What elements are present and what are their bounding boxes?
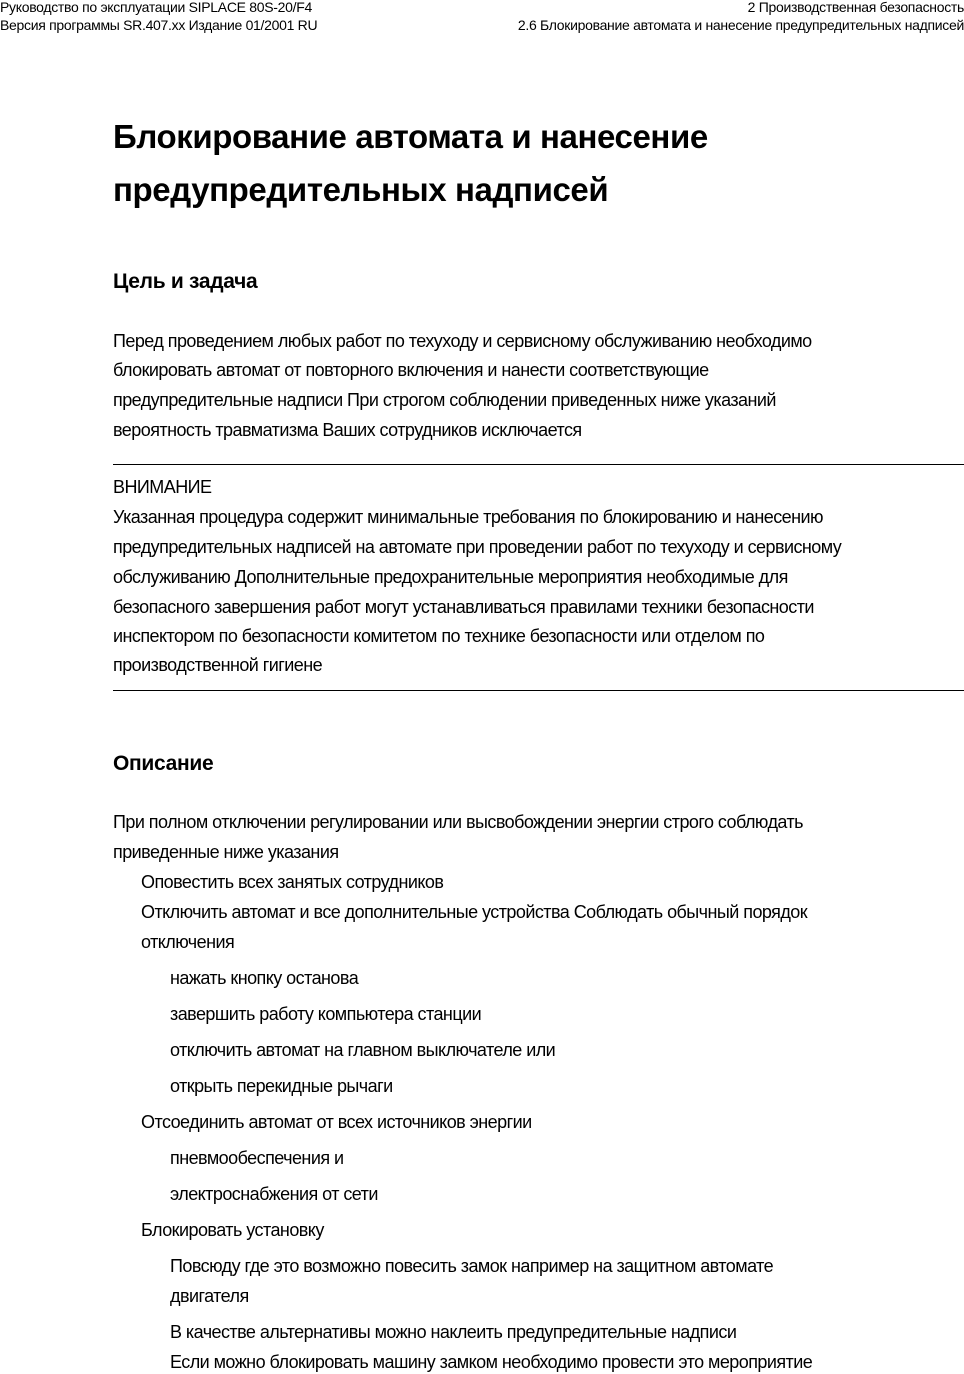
sub-step-item: Если можно блокировать машину замком необходимо провести это мероприятие	[170, 1352, 813, 1372]
description-intro-line: приведенные ниже указания	[113, 842, 339, 862]
paragraph-line: блокировать автомат от повторного включения и нанести соответствующие	[113, 360, 709, 380]
paragraph-line: предупредительные надписи При строгом соблюдении приведенных ниже указаний	[113, 390, 776, 410]
warning-line: инспектором по безопасности комитетом по технике безопасности или отделом по	[113, 626, 765, 646]
warning-line: безопасного завершения работ могут устанавливаться правилами техники безопасности	[113, 597, 814, 617]
paragraph-line: Перед проведением любых работ по техуходу и сервисному обслуживанию необходимо	[113, 331, 812, 351]
sub-step-item: отключить автомат на главном выключателе или	[170, 1040, 556, 1060]
header-version: Версия программы SR.407.xx Издание 01/2001 RU	[0, 17, 318, 33]
description-heading: Описание	[113, 752, 214, 775]
sub-step-item: Повсюду где это возможно повесить замок например на защитном автомате	[170, 1256, 774, 1276]
warning-top-rule	[113, 464, 964, 465]
paragraph-line: вероятность травматизма Ваших сотрудников исключается	[113, 420, 582, 440]
warning-line: производственной гигиене	[113, 655, 323, 675]
purpose-heading: Цель и задача	[113, 270, 258, 293]
warning-line: Указанная процедура содержит минимальные требования по блокированию и нанесению	[113, 507, 823, 527]
warning-line: обслуживанию Дополнительные предохранительные мероприятия необходимые для	[113, 567, 788, 587]
description-intro-line: При полном отключении регулировании или высвобождении энергии строго соблюдать	[113, 812, 804, 832]
warning-bottom-rule	[113, 690, 964, 691]
sub-step-item: открыть перекидные рычаги	[170, 1076, 393, 1096]
sub-step-item: электроснабжения от сети	[170, 1184, 378, 1204]
warning-label: ВНИМАНИЕ	[113, 477, 212, 497]
header-chapter: 2 Производственная безопасность	[747, 0, 964, 15]
step-item: Блокировать установку	[141, 1220, 324, 1240]
page-title-line-1: Блокирование автомата и нанесение	[113, 118, 708, 155]
step-item: Оповестить всех занятых сотрудников	[141, 872, 444, 892]
header-manual-title: Руководство по эксплуатации SIPLACE 80S-20/F4	[0, 0, 312, 15]
sub-step-item: нажать кнопку останова	[170, 968, 359, 988]
sub-step-item: завершить работу компьютера станции	[170, 1004, 482, 1024]
page-title-line-2: предупредительных надписей	[113, 171, 609, 208]
header-section: 2.6 Блокирование автомата и нанесение предупредительных надписей	[517, 17, 964, 33]
sub-step-item: В качестве альтернативы можно наклеить предупредительные надписи	[170, 1322, 737, 1342]
sub-step-item: пневмообеспечения и	[170, 1148, 344, 1168]
step-item: Отключить автомат и все дополнительные устройства Соблюдать обычный порядок	[141, 902, 808, 922]
step-item: Отсоединить автомат от всех источников энергии	[141, 1112, 532, 1132]
warning-line: предупредительных надписей на автомате при проведении работ по техуходу и сервисному	[113, 537, 842, 557]
sub-step-item-continued: двигателя	[170, 1286, 249, 1306]
step-item-continued: отключения	[141, 932, 235, 952]
